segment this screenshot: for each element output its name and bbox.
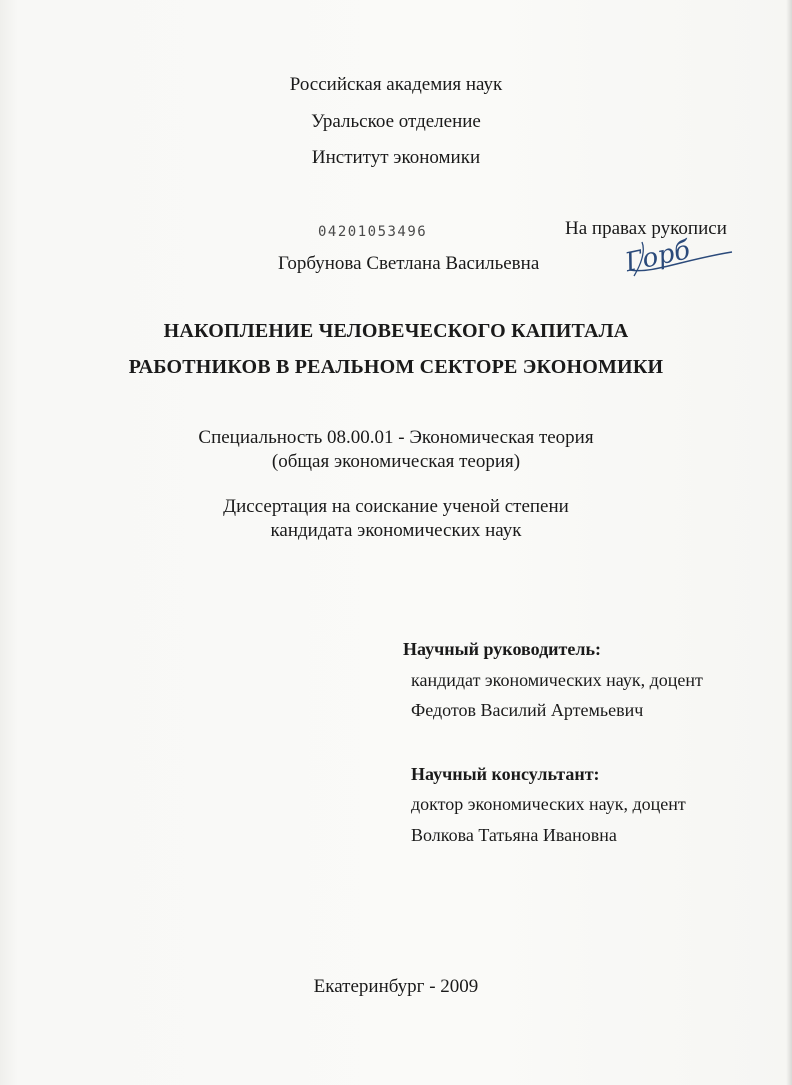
consultant-degree: доктор экономических наук, доцент: [411, 794, 686, 814]
dissertation-line-2: кандидата экономических наук: [270, 520, 522, 541]
author-signature: [622, 232, 737, 282]
specialty-line-2: (общая экономическая теория): [271, 451, 521, 472]
academy-name: Российская академия наук: [289, 74, 503, 95]
supervisor-degree: кандидат экономических наук, доцент: [411, 670, 703, 690]
scan-edge-shadow: [786, 0, 792, 1085]
title-line-2: РАБОТНИКОВ В РЕАЛЬНОМ СЕКТОРЕ ЭКОНОМИКИ: [128, 356, 664, 378]
dissertation-line-1: Диссертация на соискание ученой степени: [223, 496, 569, 517]
registration-number: 04201053496: [318, 224, 428, 240]
consultant-label: Научный консультант:: [411, 764, 600, 784]
supervisor-label: Научный руководитель:: [403, 639, 601, 659]
institute-name: Институт экономики: [311, 147, 481, 168]
consultant-name: Волкова Татьяна Ивановна: [411, 825, 617, 845]
title-line-1: НАКОПЛЕНИЕ ЧЕЛОВЕЧЕСКОГО КАПИТАЛА: [163, 320, 629, 342]
svg-text:Горб: Горб: [622, 235, 693, 279]
branch-name: Уральское отделение: [311, 111, 481, 132]
author-name: Горбунова Светлана Васильевна: [278, 253, 540, 274]
supervisor-name: Федотов Василий Артемьевич: [411, 700, 644, 720]
city-year: Екатеринбург - 2009: [313, 976, 479, 997]
specialty-line-1: Специальность 08.00.01 - Экономическая теория: [198, 427, 594, 448]
manuscript-rights: На правах рукописи: [565, 218, 727, 239]
